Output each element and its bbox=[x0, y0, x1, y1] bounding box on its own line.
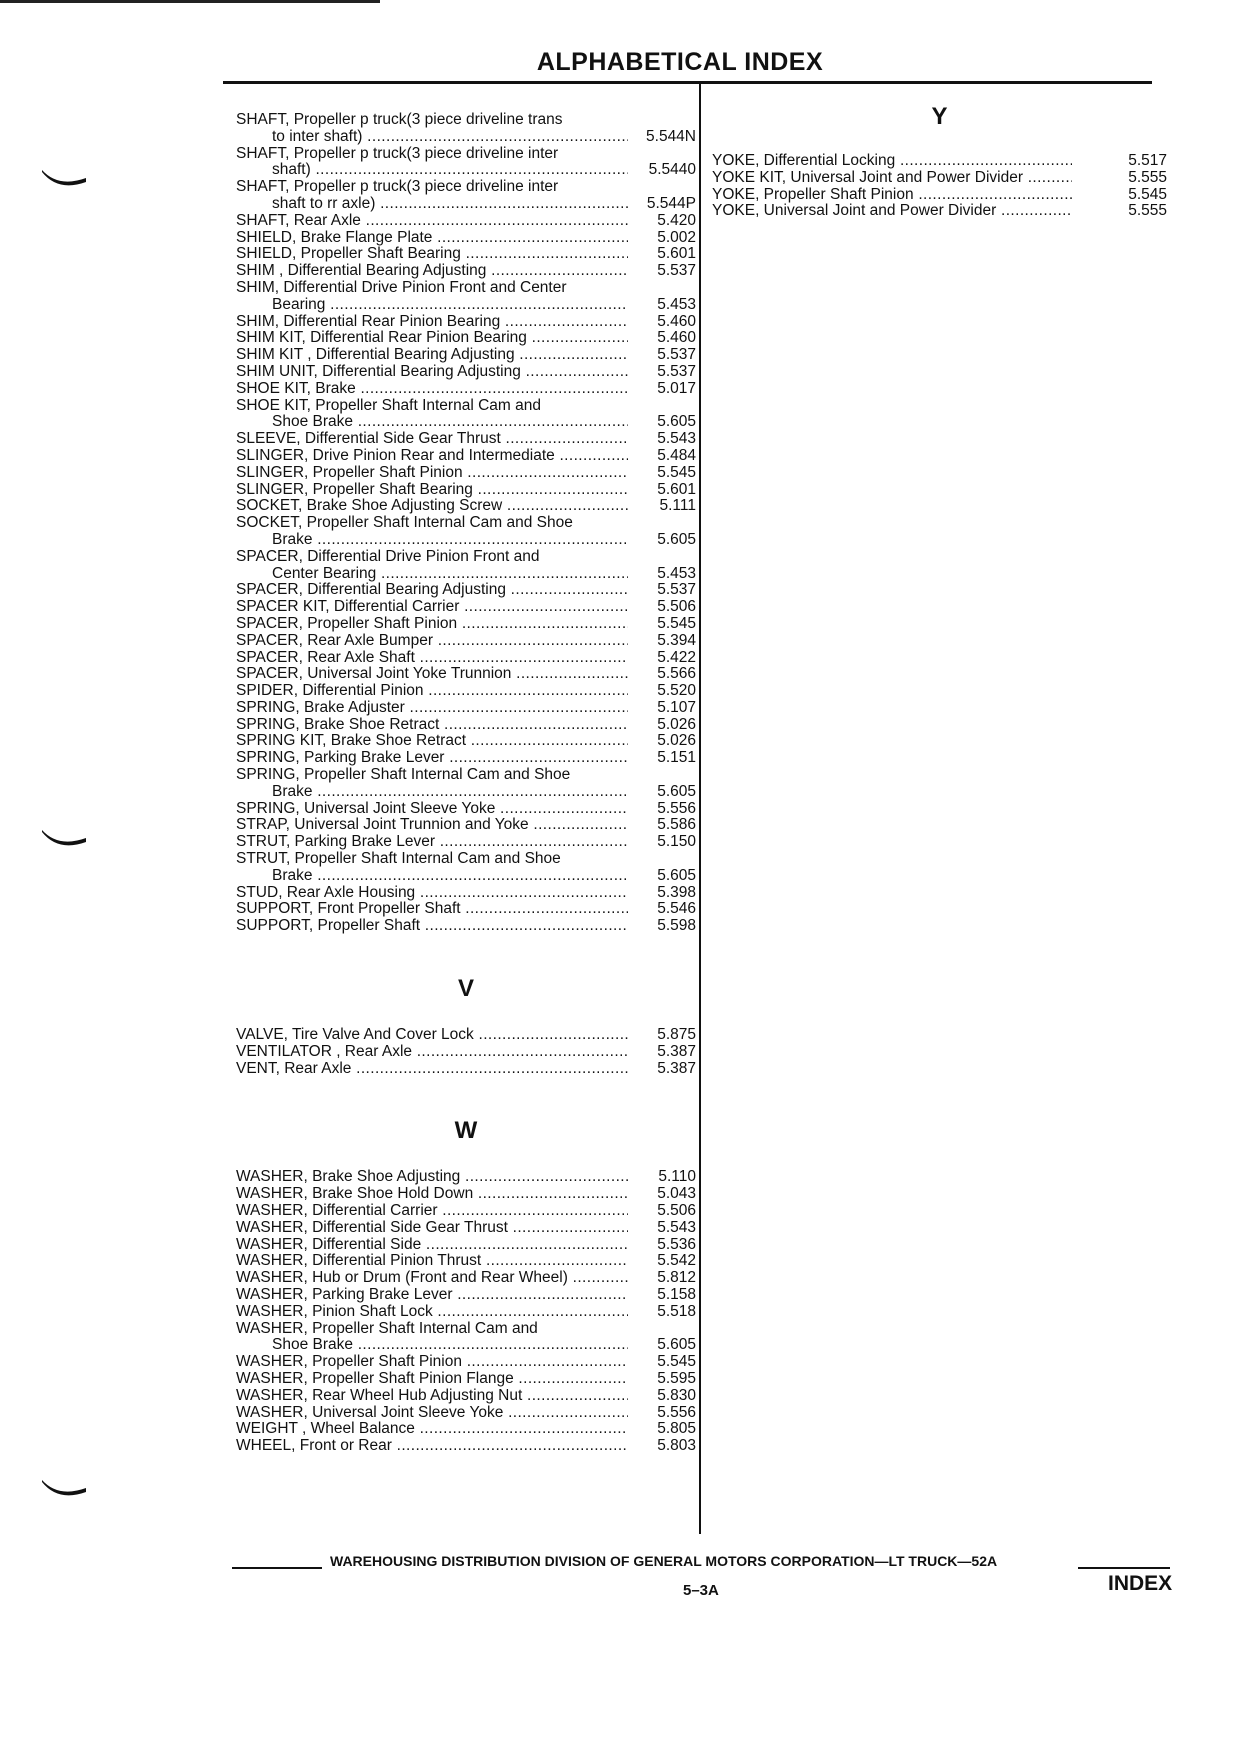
entry-page-ref: 5.150 bbox=[657, 833, 696, 851]
index-entry bbox=[236, 263, 696, 280]
entry-title: WASHER, Propeller Shaft Pinion ..... bbox=[236, 1354, 628, 1371]
index-entry bbox=[236, 1220, 696, 1237]
entry-page-ref: 5.556 bbox=[657, 799, 696, 817]
index-entry bbox=[236, 482, 696, 499]
entry-title-continued: shaft to rr axle) ..... bbox=[236, 196, 628, 213]
punch-hole-icon bbox=[40, 166, 90, 190]
entry-title: SLEEVE, Differential Side Gear Thrust ..... bbox=[236, 431, 628, 448]
entry-page-ref: 5.537 bbox=[657, 346, 696, 364]
index-entry bbox=[236, 498, 696, 515]
entry-title: SHIM , Differential Bearing Adjusting ..... bbox=[236, 263, 628, 280]
entry-title: SHOE KIT, Brake ..... bbox=[236, 381, 628, 398]
entry-page-ref: 5.537 bbox=[657, 581, 696, 599]
entry-page-ref: 5.387 bbox=[657, 1042, 696, 1060]
index-entry bbox=[236, 431, 696, 448]
entry-title-continued: Shoe Brake ..... bbox=[236, 414, 628, 431]
entry-title: WASHER, Pinion Shaft Lock ..... bbox=[236, 1304, 628, 1321]
index-entry bbox=[236, 616, 696, 633]
entry-title-continued: Bearing ..... bbox=[236, 297, 628, 314]
index-entry bbox=[236, 582, 696, 599]
index-entry bbox=[236, 347, 696, 364]
index-entry bbox=[236, 633, 696, 650]
entry-title: SHAFT, Rear Axle ..... bbox=[236, 213, 628, 230]
index-entry bbox=[236, 381, 696, 398]
entry-title: SLINGER, Drive Pinion Rear and Intermediate ..... bbox=[236, 448, 628, 465]
entry-title: STRAP, Universal Joint Trunnion and Yoke ..... bbox=[236, 817, 628, 834]
entry-page-ref: 5.595 bbox=[657, 1370, 696, 1387]
entry-page-ref: 5.555 bbox=[1128, 202, 1167, 220]
entry-page-ref: 5.805 bbox=[657, 1420, 696, 1438]
index-entry bbox=[236, 683, 696, 700]
entry-title: SPACER, Rear Axle Bumper ..... bbox=[236, 633, 628, 650]
entry-title: WASHER, Brake Shoe Adjusting ..... bbox=[236, 1169, 628, 1186]
index-entry bbox=[236, 398, 696, 432]
entry-title: WASHER, Differential Side Gear Thrust ..... bbox=[236, 1220, 628, 1237]
entry-page-ref: 5.107 bbox=[657, 698, 696, 716]
entry-page-ref: 5.601 bbox=[657, 480, 696, 498]
entry-page-ref: 5.605 bbox=[657, 413, 696, 431]
entry-page-ref: 5.158 bbox=[657, 1286, 696, 1304]
index-entry bbox=[236, 314, 696, 331]
entry-title: SHAFT, Propeller p truck(3 piece driveline inter bbox=[236, 179, 559, 196]
top-edge-rule bbox=[0, 0, 380, 3]
entry-title: WASHER, Differential Carrier ..... bbox=[236, 1203, 628, 1220]
entry-title: SPRING, Propeller Shaft Internal Cam and Shoe bbox=[236, 767, 571, 784]
entry-page-ref: 5.151 bbox=[657, 749, 696, 767]
entry-title: WASHER, Hub or Drum (Front and Rear Wheel) ..... bbox=[236, 1270, 628, 1287]
entry-title: WASHER, Differential Pinion Thrust ..... bbox=[236, 1253, 628, 1270]
index-entry bbox=[236, 901, 696, 918]
index-entry bbox=[236, 1044, 696, 1061]
entry-page-ref: 5.394 bbox=[657, 631, 696, 649]
entry-title: WASHER, Differential Side ..... bbox=[236, 1237, 628, 1254]
w-entries-list bbox=[236, 1169, 696, 1455]
entry-page-ref: 5.803 bbox=[657, 1437, 696, 1455]
index-entry bbox=[236, 1421, 696, 1438]
section-letter-y: Y bbox=[931, 103, 948, 130]
entry-title: SPRING, Universal Joint Sleeve Yoke ..... bbox=[236, 801, 628, 818]
entry-title: SPACER KIT, Differential Carrier ..... bbox=[236, 599, 628, 616]
index-entry bbox=[236, 1405, 696, 1422]
entry-title: YOKE KIT, Universal Joint and Power Divider ..... bbox=[712, 170, 1072, 187]
entry-title: SPRING, Brake Adjuster ..... bbox=[236, 700, 628, 717]
index-entry bbox=[236, 1304, 696, 1321]
entry-page-ref: 5.566 bbox=[657, 665, 696, 683]
index-entry bbox=[236, 448, 696, 465]
index-entry bbox=[236, 230, 696, 247]
footer-text: WAREHOUSING DISTRIBUTION DIVISION OF GENERAL MOTORS CORPORATION—LT TRUCK—52A bbox=[330, 1553, 998, 1569]
index-entry bbox=[236, 364, 696, 381]
entry-title: SHIM KIT, Differential Rear Pinion Bearing ..... bbox=[236, 330, 628, 347]
index-entry bbox=[236, 1203, 696, 1220]
entry-title-continued: Brake ..... bbox=[236, 532, 628, 549]
entry-title: SHAFT, Propeller p truck(3 piece driveline inter bbox=[236, 145, 559, 162]
entry-page-ref: 5.453 bbox=[657, 295, 696, 313]
entry-page-ref: 5.026 bbox=[657, 715, 696, 733]
index-entry bbox=[236, 717, 696, 734]
entry-title: SLINGER, Propeller Shaft Bearing ..... bbox=[236, 482, 628, 499]
y-entries-list bbox=[712, 153, 1167, 220]
entry-title: SHOE KIT, Propeller Shaft Internal Cam and bbox=[236, 397, 541, 414]
entry-title: YOKE, Differential Locking ..... bbox=[712, 153, 1072, 170]
entry-page-ref: 5.543 bbox=[657, 1218, 696, 1236]
entry-page-ref: 5.605 bbox=[657, 866, 696, 884]
entry-page-ref: 5.605 bbox=[657, 530, 696, 548]
entry-page-ref: 5.506 bbox=[657, 598, 696, 616]
index-entry bbox=[236, 213, 696, 230]
entry-title: SUPPORT, Front Propeller Shaft ..... bbox=[236, 901, 628, 918]
column-divider bbox=[699, 84, 701, 1534]
entry-page-ref: 5.536 bbox=[657, 1235, 696, 1253]
section-letter-v: V bbox=[457, 975, 474, 1003]
entry-title: SOCKET, Brake Shoe Adjusting Screw ..... bbox=[236, 498, 628, 515]
index-entry bbox=[236, 1388, 696, 1405]
entry-title: STRUT, Propeller Shaft Internal Cam and Shoe bbox=[236, 851, 561, 868]
entry-page-ref: 5.420 bbox=[657, 211, 696, 229]
entry-title: SPIDER, Differential Pinion ..... bbox=[236, 683, 628, 700]
entry-page-ref: 5.812 bbox=[657, 1269, 696, 1287]
entry-page-ref: 5.387 bbox=[657, 1059, 696, 1077]
entry-title-continued: Brake ..... bbox=[236, 784, 628, 801]
footer-rule-right bbox=[1078, 1567, 1170, 1569]
index-entry bbox=[236, 1169, 696, 1186]
index-entry bbox=[236, 146, 696, 180]
entry-page-ref: 5.545 bbox=[657, 463, 696, 481]
v-entries-list bbox=[236, 1027, 696, 1077]
entry-page-ref: 5.506 bbox=[657, 1202, 696, 1220]
index-entry bbox=[236, 801, 696, 818]
entry-title: VALVE, Tire Valve And Cover Lock ..... bbox=[236, 1027, 628, 1044]
index-entry bbox=[236, 1354, 696, 1371]
index-entry bbox=[236, 834, 696, 851]
footer-page-number: 5–3A bbox=[683, 1582, 719, 1599]
entry-title: SHIM UNIT, Differential Bearing Adjusting ..... bbox=[236, 364, 628, 381]
entry-title-continued: Center Bearing ..... bbox=[236, 566, 628, 583]
index-entry bbox=[712, 187, 1167, 204]
entry-title: SHIM, Differential Rear Pinion Bearing ..... bbox=[236, 314, 628, 331]
entry-page-ref: 5.026 bbox=[657, 732, 696, 750]
entry-title: WASHER, Propeller Shaft Internal Cam and bbox=[236, 1320, 538, 1337]
entry-title-continued: to inter shaft) ..... bbox=[236, 129, 628, 146]
entry-title-continued: Brake ..... bbox=[236, 868, 628, 885]
entry-page-ref: 5.460 bbox=[657, 312, 696, 330]
entry-page-ref: 5.598 bbox=[657, 917, 696, 935]
index-entry bbox=[236, 465, 696, 482]
index-entry bbox=[236, 549, 696, 583]
entry-page-ref: 5.537 bbox=[657, 362, 696, 380]
index-entry bbox=[236, 1321, 696, 1355]
index-entry bbox=[236, 750, 696, 767]
entry-page-ref: 5.875 bbox=[657, 1026, 696, 1044]
punch-hole-icon bbox=[40, 1476, 90, 1500]
entry-title: SHAFT, Propeller p truck(3 piece driveline trans bbox=[236, 112, 563, 128]
entry-page-ref: 5.518 bbox=[657, 1302, 696, 1320]
entry-title: SPACER, Universal Joint Yoke Trunnion ..... bbox=[236, 666, 628, 683]
entry-page-ref: 5.110 bbox=[658, 1168, 696, 1186]
entry-page-ref: 5.520 bbox=[657, 682, 696, 700]
entry-page-ref: 5.002 bbox=[657, 228, 696, 246]
entry-page-ref: 5.453 bbox=[657, 564, 696, 582]
entry-title: VENTILATOR , Rear Axle ..... bbox=[236, 1044, 628, 1061]
entry-page-ref: 5.017 bbox=[657, 379, 696, 397]
index-entry bbox=[236, 179, 696, 213]
punch-hole-icon bbox=[40, 826, 90, 850]
entry-title: SPACER, Propeller Shaft Pinion ..... bbox=[236, 616, 628, 633]
right-column bbox=[712, 103, 1167, 220]
entry-title: SPACER, Differential Drive Pinion Front and bbox=[236, 548, 540, 565]
index-entry bbox=[712, 203, 1167, 220]
entry-page-ref: 5.043 bbox=[657, 1185, 696, 1203]
entry-title: WASHER, Propeller Shaft Pinion Flange ..... bbox=[236, 1371, 628, 1388]
entry-page-ref: 5.605 bbox=[657, 782, 696, 800]
entry-page-ref: 5.517 bbox=[1128, 152, 1167, 169]
entry-title-continued: Shoe Brake ..... bbox=[236, 1337, 628, 1354]
footer-section-label: INDEX bbox=[1108, 1572, 1173, 1595]
entry-page-ref: 5.542 bbox=[657, 1252, 696, 1270]
entry-title: SOCKET, Propeller Shaft Internal Cam and Shoe bbox=[236, 515, 573, 532]
entry-title: VENT, Rear Axle ..... bbox=[236, 1061, 628, 1078]
index-entry bbox=[236, 1253, 696, 1270]
entry-page-ref: 5.544P bbox=[646, 194, 696, 212]
index-entry bbox=[236, 733, 696, 750]
entry-page-ref: 5.545 bbox=[657, 1353, 696, 1371]
page-title: ALPHABETICAL INDEX bbox=[536, 48, 824, 76]
entry-page-ref: 5.545 bbox=[657, 614, 696, 632]
index-entry bbox=[236, 599, 696, 616]
index-entry bbox=[236, 112, 696, 146]
entry-title: WASHER, Rear Wheel Hub Adjusting Nut ..... bbox=[236, 1388, 628, 1405]
entry-page-ref: 5.605 bbox=[657, 1336, 696, 1354]
entry-page-ref: 5.546 bbox=[657, 900, 696, 918]
entry-page-ref: 5.601 bbox=[657, 245, 696, 263]
entry-title: STUD, Rear Axle Housing ..... bbox=[236, 885, 628, 902]
entry-title: YOKE, Universal Joint and Power Divider ..... bbox=[712, 203, 1072, 220]
entry-title: SHIELD, Propeller Shaft Bearing ..... bbox=[236, 246, 628, 263]
index-entry bbox=[236, 1061, 696, 1078]
entry-title: STRUT, Parking Brake Lever ..... bbox=[236, 834, 628, 851]
entry-title: SLINGER, Propeller Shaft Pinion ..... bbox=[236, 465, 628, 482]
entry-title: SHIELD, Brake Flange Plate ..... bbox=[236, 230, 628, 247]
entry-title-continued: shaft) ..... bbox=[236, 162, 628, 179]
entry-title: SHIM KIT , Differential Bearing Adjusting ..... bbox=[236, 347, 628, 364]
index-entry bbox=[236, 817, 696, 834]
index-entry bbox=[236, 650, 696, 667]
index-entry bbox=[236, 515, 696, 549]
entry-title: SPACER, Rear Axle Shaft ..... bbox=[236, 650, 628, 667]
index-entry bbox=[236, 246, 696, 263]
s-entries-list bbox=[236, 112, 696, 935]
index-entry bbox=[712, 170, 1167, 187]
entry-page-ref: 5.556 bbox=[657, 1403, 696, 1421]
index-entry bbox=[236, 700, 696, 717]
entry-title: SUPPORT, Propeller Shaft ..... bbox=[236, 918, 628, 935]
entry-page-ref: 5.460 bbox=[657, 329, 696, 347]
index-entry bbox=[236, 1287, 696, 1304]
index-entry bbox=[236, 666, 696, 683]
index-entry bbox=[236, 330, 696, 347]
left-column bbox=[236, 112, 696, 1455]
entry-page-ref: 5.545 bbox=[1128, 185, 1167, 203]
entry-title: WASHER, Universal Joint Sleeve Yoke ..... bbox=[236, 1405, 628, 1422]
entry-page-ref: 5.537 bbox=[657, 262, 696, 280]
entry-title: YOKE, Propeller Shaft Pinion ..... bbox=[712, 187, 1072, 204]
entry-page-ref: 5.484 bbox=[657, 446, 696, 464]
section-letter-w: W bbox=[454, 1117, 478, 1145]
entry-page-ref: 5.111 bbox=[659, 497, 696, 515]
entry-title: WASHER, Brake Shoe Hold Down ..... bbox=[236, 1186, 628, 1203]
footer-rule-left bbox=[232, 1567, 322, 1569]
index-entry bbox=[236, 1270, 696, 1287]
index-entry bbox=[712, 153, 1167, 170]
entry-title: WHEEL, Front or Rear ..... bbox=[236, 1438, 628, 1455]
index-entry bbox=[236, 1371, 696, 1388]
index-entry bbox=[236, 1186, 696, 1203]
entry-page-ref: 5.543 bbox=[657, 430, 696, 448]
index-entry bbox=[236, 1027, 696, 1044]
entry-title: SPACER, Differential Bearing Adjusting ..... bbox=[236, 582, 628, 599]
index-entry bbox=[236, 1438, 696, 1455]
title-rule bbox=[223, 81, 1152, 84]
index-entry bbox=[236, 1237, 696, 1254]
index-entry bbox=[236, 885, 696, 902]
entry-page-ref: 5.830 bbox=[657, 1386, 696, 1404]
entry-title: SPRING, Parking Brake Lever ..... bbox=[236, 750, 628, 767]
entry-title: SPRING, Brake Shoe Retract ..... bbox=[236, 717, 628, 734]
entry-page-ref: 5.398 bbox=[657, 883, 696, 901]
entry-title: WASHER, Parking Brake Lever ..... bbox=[236, 1287, 628, 1304]
entry-title: WEIGHT , Wheel Balance ..... bbox=[236, 1421, 628, 1438]
index-entry bbox=[236, 918, 696, 935]
index-entry bbox=[236, 851, 696, 885]
entry-page-ref: 5.544N bbox=[646, 127, 696, 145]
entry-page-ref: 5.586 bbox=[657, 816, 696, 834]
index-entry bbox=[236, 767, 696, 801]
entry-title: SHIM, Differential Drive Pinion Front and Center bbox=[236, 279, 567, 296]
entry-page-ref: 5.555 bbox=[1128, 168, 1167, 186]
entry-page-ref: 5.5440 bbox=[648, 161, 696, 179]
index-entry bbox=[236, 280, 696, 314]
entry-page-ref: 5.422 bbox=[657, 648, 696, 666]
entry-title: SPRING KIT, Brake Shoe Retract ..... bbox=[236, 733, 628, 750]
